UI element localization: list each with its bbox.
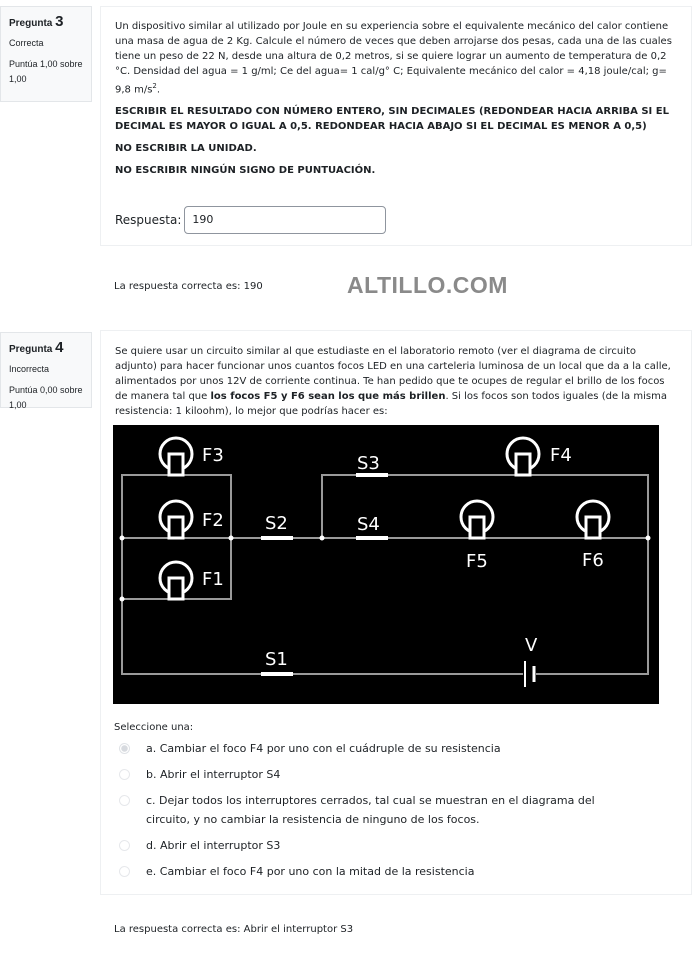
switch-s4 bbox=[356, 536, 388, 540]
bulb-f3 bbox=[160, 438, 192, 475]
wire-return-left bbox=[122, 599, 523, 674]
option-d[interactable] bbox=[114, 836, 680, 855]
choice-prompt: Seleccione una: bbox=[114, 722, 194, 733]
question-3-state: Correcta bbox=[9, 38, 44, 48]
question-3-instruction-punctuation: NO ESCRIBIR NINGÚN SIGNO DE PUNTUACIÓN. bbox=[115, 165, 376, 177]
options-list bbox=[114, 739, 680, 881]
label-f5: F5 bbox=[466, 551, 488, 572]
label-s1: S1 bbox=[265, 649, 288, 670]
question-3-text: Un dispositivo similar al utilizado por Joule en su experiencia sobre el equivalente mecánico del calor contiene una masa de agua de 2 Kg. Calcule el número de veces que deben arrojarse dos pesas, cada una de las cuales tiene un peso de 22 N, desde una altura de 0,2 metros, si se quiere lograr un aumento de temperatura de 0,2 °C. Densidad del agua = 1 g/ml; Ce del agua= 1 cal/g° C; Equivalente mecánico del calor = 4,18 joule/cal; g= 9,8 $m/s^2$. ESCRIBIR EL RESULTADO CON NÚMERO ENTERO, SIN DECIMALES (REDONDEAR HACIA ARRIBA SI EL DECIMAL ES MAYOR O IGUAL A 0,5. REDONDEAR HACIA ABAJO SI EL DECIMAL ES MENOR A 0,5) NO ESCRIBIR LA UNIDAD. NO ESCRIBIR NINGÚN SIGNO DE PUNTUACIÓN. bbox=[115, 19, 677, 178]
radio-b[interactable] bbox=[119, 769, 130, 780]
radio-e[interactable] bbox=[119, 866, 130, 877]
question-4-text: Se quiere usar un circuito similar al que estudiaste en el laboratorio remoto (ver el diagrama de circuito adjunto) para hacer funcionar unos cuantos focos LED en una carteleria luminosa de un local que da a la calle, alimentados por unos 12V de corriente continua. Te han pedido que te ocupes de regular el brillo de los focos de manera tal que los focos F5 y F6 sean los que más brillen. Si los focos son todos iguales (de la misma resistencia: 1 kiloohm), lo mejor que podrías hacer es: bbox=[115, 346, 671, 417]
option-a[interactable] bbox=[114, 739, 680, 758]
question-3-title: Pregunta 3 bbox=[9, 13, 64, 30]
answer-input[interactable]: 190 bbox=[184, 206, 386, 234]
option-d-label: d. Abrir el interruptor S3 bbox=[146, 839, 281, 852]
label-f4: F4 bbox=[550, 445, 572, 466]
question-4-state: Incorrecta bbox=[9, 364, 50, 374]
circuit-svg bbox=[113, 425, 659, 704]
option-a-label: a. Cambiar el foco F4 por uno con el cuádruple de su resistencia bbox=[146, 742, 501, 755]
bulb-f1 bbox=[160, 562, 192, 599]
label-f1: F1 bbox=[202, 569, 224, 590]
question-4-title: Pregunta 4 bbox=[9, 339, 64, 356]
question-3-grade: Puntúa 1,00 sobre 1,00 bbox=[9, 59, 83, 84]
bulb-f2 bbox=[160, 501, 192, 538]
question-3-info bbox=[0, 6, 92, 102]
option-e-label: e. Cambiar el foco F4 por uno con la mitad de la resistencia bbox=[146, 865, 475, 878]
radio-d[interactable] bbox=[119, 840, 130, 851]
option-b[interactable] bbox=[114, 765, 680, 784]
answer-label: Respuesta: bbox=[115, 213, 182, 228]
label-s3: S3 bbox=[357, 453, 380, 474]
answer-row bbox=[115, 206, 677, 234]
option-c-label: c. Dejar todos los interruptores cerrados, tal cual se muestran en el diagrama del circuito, y no cambiar la resistencia de ninguno de los focos. bbox=[146, 794, 595, 826]
radio-a[interactable] bbox=[119, 743, 130, 754]
label-f2: F2 bbox=[202, 510, 224, 531]
question-4-grade: Puntúa 0,00 sobre 1,00 bbox=[9, 385, 83, 410]
question-3-instruction-unit: NO ESCRIBIR LA UNIDAD. bbox=[115, 143, 257, 155]
option-c[interactable] bbox=[114, 791, 680, 829]
circuit-diagram bbox=[113, 425, 659, 704]
question-4-info bbox=[0, 332, 92, 408]
question-3-feedback: La respuesta correcta es: 190 bbox=[114, 281, 263, 292]
switch-s2 bbox=[261, 536, 293, 540]
bulb-f6 bbox=[577, 501, 609, 538]
label-s2: S2 bbox=[265, 513, 288, 534]
label-v: V bbox=[525, 635, 538, 656]
switch-s1 bbox=[261, 672, 293, 676]
radio-c[interactable] bbox=[119, 795, 130, 806]
option-e[interactable] bbox=[114, 862, 680, 881]
bulb-f4 bbox=[507, 438, 539, 475]
question-4-choices bbox=[114, 722, 680, 881]
label-f3: F3 bbox=[202, 445, 224, 466]
label-s4: S4 bbox=[357, 514, 380, 535]
battery-v bbox=[525, 661, 534, 687]
question-3-instruction-rounding: ESCRIBIR EL RESULTADO CON NÚMERO ENTERO, SIN DECIMALES (REDONDEAR HACIA ARRIBA SI EL DECIMAL ES MAYOR O IGUAL A 0,5. REDONDEAR HACIA ABAJO SI EL DECIMAL ES MENOR A 0,5) bbox=[115, 106, 669, 133]
label-f6: F6 bbox=[582, 550, 604, 571]
bulb-f5 bbox=[461, 501, 493, 538]
option-b-label: b. Abrir el interruptor S4 bbox=[146, 768, 281, 781]
question-3-content bbox=[100, 6, 692, 246]
watermark-logo: ALTILLO.COM bbox=[347, 272, 508, 298]
question-4-feedback: La respuesta correcta es: Abrir el interruptor S3 bbox=[114, 924, 354, 935]
